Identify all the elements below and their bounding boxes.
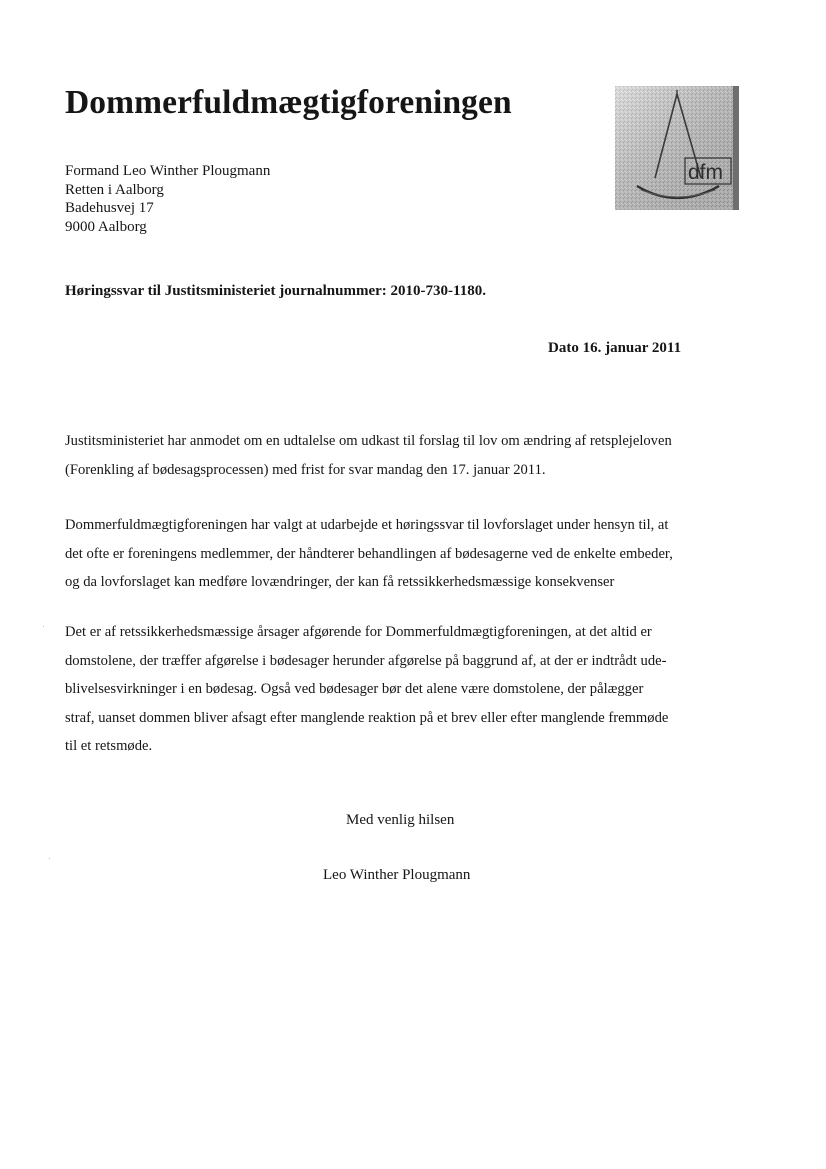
scales-of-justice-logo-icon	[615, 86, 739, 210]
paragraph-2	[65, 511, 755, 597]
paragraph-1	[65, 427, 755, 484]
paragraph-line: Justitsministeriet har anmodet om en udtalelse om udkast til forslag til lov om ændring af retsplejeloven	[65, 433, 672, 449]
logo-text: dfm	[688, 161, 724, 184]
sender-street: Badehusvej 17	[65, 200, 154, 216]
paragraph-line: straf, uanset dommen bliver afsagt efter manglende reaktion på et brev eller efter manglende fremmøde	[65, 709, 669, 726]
paragraph-line: Det er af retssikkerhedsmæssige årsager afgørende for Dommerfuldmægtigforeningen, at det altid er	[65, 624, 652, 640]
paragraph-line: domstolene, der træffer afgørelse i bødesager herunder afgørelse på baggrund af, at der er indtrådt ude-	[65, 652, 667, 669]
paragraph-line: Dommerfuldmægtigforeningen har valgt at udarbejde et høringssvar til lovforslaget under hensyn til, at	[65, 517, 669, 533]
scan-speck	[49, 858, 50, 859]
paragraph-line: (Forenkling af bødesagsprocessen) med frist for svar mandag den 17. januar 2011.	[65, 461, 546, 478]
signature-name: Leo Winther Plougmann	[323, 867, 471, 883]
closing-salutation: Med venlig hilsen	[346, 812, 455, 828]
paragraph-line: til et retsmøde.	[65, 738, 153, 754]
sender-city: 9000 Aalborg	[65, 218, 147, 235]
scan-speck	[43, 626, 44, 627]
organization-logo	[615, 86, 739, 210]
subject-line: Høringssvar til Justitsministeriet journalnummer: 2010-730-1180.	[65, 283, 486, 299]
paragraph-line: blivelsesvirkninger i en bødesag. Også ved bødesager bør det alene være domstolene, der pålægger	[65, 681, 644, 697]
organization-title: Dommerfuldmægtigforeningen	[65, 84, 512, 121]
paragraph-line: og da lovforslaget kan medføre lovændringer, der kan få retssikkerhedsmæssige konsekvenser	[65, 574, 615, 590]
sender-name: Formand Leo Winther Plougmann	[65, 163, 271, 179]
paragraph-3	[65, 618, 755, 761]
sender-address	[65, 162, 270, 236]
letter-date: Dato 16. januar 2011	[548, 340, 682, 356]
sender-court: Retten i Aalborg	[65, 181, 164, 198]
paragraph-line: det ofte er foreningens medlemmer, der håndterer behandlingen af bødesagerne ved de enkelte embeder,	[65, 545, 673, 562]
